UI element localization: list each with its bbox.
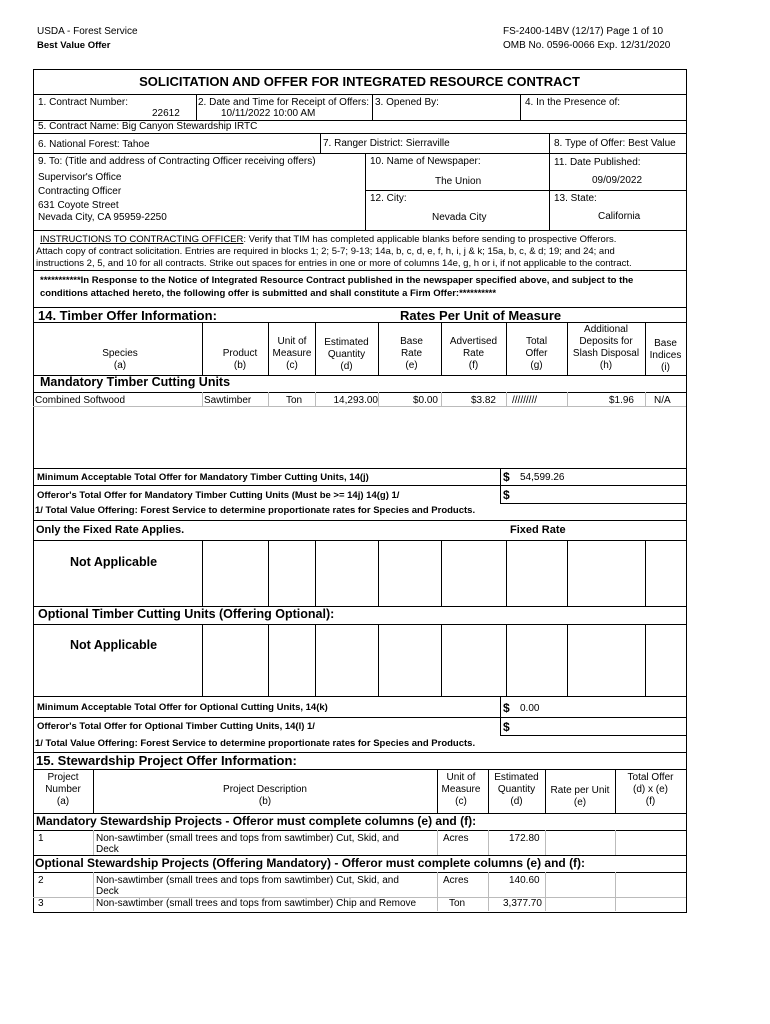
- address-line-4: Nevada City, CA 95959-2250: [38, 212, 167, 223]
- presence-label: 4. In the Presence of:: [525, 97, 621, 108]
- form-id: FS-2400-14BV (12/17) Page 1 of 10: [503, 26, 664, 37]
- timber-row-product: Sawtimber: [204, 395, 252, 406]
- steward-row-1-desc: Non-sawtimber (small trees and tops from sawtimber) Cut, Skid, and: [96, 833, 399, 844]
- col-project-number-code: (a): [56, 796, 70, 807]
- steward-row-1-unit: Acres: [443, 833, 469, 844]
- steward-row-1-desc-2: Deck: [96, 844, 119, 855]
- address-line-3: 631 Coyote Street: [38, 200, 119, 211]
- timber-row-advertised: $3.82: [470, 395, 496, 406]
- steward-row-2-number: 2: [38, 875, 44, 886]
- col-total-offer-steward-code: (f): [645, 796, 656, 807]
- contract-number-label: 1. Contract Number:: [38, 97, 129, 108]
- col-steward-unit-code: (c): [455, 796, 467, 807]
- contract-name[interactable]: 5. Contract Name: Big Canyon Stewardship IRTC: [38, 121, 258, 132]
- col-quantity-1: Estimated: [324, 337, 369, 348]
- col-unit-1: Unit of: [277, 336, 307, 347]
- opt-min-label: Minimum Acceptable Total Offer for Optional Cutting Units, 14(k): [37, 702, 328, 713]
- ranger-district[interactable]: 7. Ranger District: Sierraville: [323, 138, 450, 149]
- optional-steward-title: Optional Stewardship Projects (Offering Mandatory) - Offeror must complete columns (e) and (f):: [35, 856, 586, 870]
- date-published-value[interactable]: 09/09/2022: [592, 175, 643, 186]
- col-rate-per-unit: Rate per Unit: [550, 785, 610, 796]
- col-indices-1: Base: [654, 338, 677, 349]
- col-steward-quantity-1: Estimated: [494, 772, 539, 783]
- col-base-rate-code: (e): [405, 360, 418, 371]
- steward-row-2-unit: Acres: [443, 875, 469, 886]
- offer-type[interactable]: 8. Type of Offer: Best Value: [554, 138, 676, 149]
- instructions-text: : Verify that TIM has completed applicable blanks before sending to prospective Offerors.: [243, 234, 617, 245]
- col-indices-code: (i): [661, 362, 670, 373]
- col-product: Product: [222, 348, 258, 359]
- response-line-2: conditions attached hereto, the following offer is submitted and shall constitute a Firm Offer:**********: [40, 288, 497, 299]
- col-steward-unit-1: Unit of: [446, 772, 476, 783]
- steward-row-3-desc: Non-sawtimber (small trees and tops from sawtimber) Chip and Remove: [96, 898, 417, 909]
- opt-offeror-label: Offeror's Total Offer for Optional Timber Cutting Units, 14(l) 1/: [37, 721, 315, 732]
- rates-title: Rates Per Unit of Measure: [400, 308, 562, 323]
- omb-number: OMB No. 0596-0066 Exp. 12/31/2020: [503, 40, 671, 51]
- fixed-not-applicable: Not Applicable: [70, 555, 158, 569]
- col-additional-3: Slash Disposal: [572, 348, 640, 359]
- to-label: 9. To: (Title and address of Contracting Officer receiving offers): [38, 156, 316, 167]
- col-species-code: (a): [113, 360, 127, 371]
- national-forest[interactable]: 6. National Forest: Tahoe: [38, 139, 150, 150]
- col-product-code: (b): [233, 360, 247, 371]
- col-unit-code: (c): [286, 360, 298, 371]
- agency-name: USDA - Forest Service: [37, 26, 138, 37]
- steward-row-2-desc-2: Deck: [96, 886, 119, 897]
- fixed-rate-label: Only the Fixed Rate Applies.: [36, 524, 185, 536]
- offeror-total-label: Offeror's Total Offer for Mandatory Timber Cutting Units (Must be >= 14j) 14(g) 1/: [37, 490, 400, 501]
- response-line-1: ***********In Response to the Notice of Integrated Resource Contract published in the newspaper specified above, and subject to the: [40, 275, 634, 286]
- receipt-date-value[interactable]: 10/11/2022 10:00 AM: [221, 108, 316, 119]
- instructions-heading: INSTRUCTIONS TO CONTRACTING OFFICER: [40, 234, 244, 245]
- col-steward-unit-2: Measure: [441, 784, 481, 795]
- col-unit-2: Measure: [272, 348, 312, 359]
- col-total-offer-1: Total: [525, 336, 548, 347]
- col-rate-code: (e): [573, 797, 587, 808]
- state-value[interactable]: California: [598, 211, 641, 222]
- opt-offeror-dollar: $: [503, 720, 510, 734]
- col-quantity-2: Quantity: [327, 349, 366, 360]
- col-advertised-2: Rate: [462, 348, 485, 359]
- opt-footnote: 1/ Total Value Offering: Forest Service to determine proportionate rates for Species and Products.: [35, 738, 476, 749]
- steward-row-3-qty: 3,377.70: [503, 898, 542, 909]
- col-total-offer-code: (g): [530, 360, 543, 371]
- newspaper-value[interactable]: The Union: [435, 176, 482, 187]
- steward-row-3-number: 3: [38, 898, 44, 909]
- col-description-code: (b): [258, 796, 272, 807]
- steward-row-2-desc: Non-sawtimber (small trees and tops from sawtimber) Cut, Skid, and: [96, 875, 399, 886]
- steward-row-3-unit: Ton: [449, 898, 466, 909]
- col-base-rate-2: Rate: [400, 348, 423, 359]
- timber-row-total-offer[interactable]: /////////: [512, 395, 538, 406]
- col-total-offer-2: Offer: [525, 348, 548, 359]
- col-indices-2: Indices: [649, 350, 682, 361]
- timber-row-additional: $1.96: [608, 395, 634, 406]
- min-total-label: Minimum Acceptable Total Offer for Mandatory Timber Cutting Units, 14(j): [37, 472, 369, 483]
- col-additional-2: Deposits for: [579, 336, 633, 347]
- offeror-total-dollar: $: [503, 488, 510, 502]
- opt-min-dollar: $: [503, 701, 510, 715]
- col-additional-1: Additional: [584, 324, 628, 335]
- instructions-line-3: instructions 2, 5, and 10 for all contracts. Strike out spaces for entries in one or more of columns 14e, g, h or i, if not applicable to the contract.: [36, 258, 632, 269]
- instructions-line-1: [40, 234, 616, 245]
- col-description: Project Description: [223, 784, 307, 795]
- timber-row-base-rate: $0.00: [412, 395, 438, 406]
- city-value[interactable]: Nevada City: [432, 212, 487, 223]
- col-total-offer-steward-2: (d) x (e): [633, 784, 668, 795]
- col-steward-quantity-2: Quantity: [497, 784, 536, 795]
- address-line-1: Supervisor's Office: [38, 172, 122, 183]
- min-total-value: 54,599.26: [520, 472, 565, 483]
- optional-not-applicable: Not Applicable: [70, 638, 158, 652]
- optional-timber-title: Optional Timber Cutting Units (Offering Optional):: [38, 607, 335, 621]
- col-advertised-code: (f): [468, 360, 479, 371]
- steward-row-1-number: 1: [38, 833, 44, 844]
- steward-row-2-qty: 140.60: [509, 875, 540, 886]
- state-label: 13. State:: [554, 193, 597, 204]
- col-quantity-code: (d): [340, 361, 353, 372]
- stewardship-section-title: 15. Stewardship Project Offer Information:: [36, 753, 297, 768]
- date-published-label: 11. Date Published:: [554, 157, 641, 168]
- col-additional-code: (h): [599, 360, 613, 371]
- mandatory-timber-title: Mandatory Timber Cutting Units: [40, 375, 231, 389]
- timber-footnote: 1/ Total Value Offering: Forest Service to determine proportionate rates for Species and Products.: [35, 505, 476, 516]
- timber-row-quantity: 14,293.00: [333, 395, 378, 406]
- contract-number-value[interactable]: 22612: [152, 108, 180, 119]
- instructions-line-2: Attach copy of contract solicitation. Entries are required in blocks 1; 2; 5-7; 9-13; 14a, b, c, d, e, f, h, i, j & k; 15a, b, c, & d; 19; and 24; and: [36, 246, 615, 257]
- opened-by-label: 3. Opened By:: [375, 97, 439, 108]
- address-line-2: Contracting Officer: [38, 186, 122, 197]
- timber-row-indices: N/A: [654, 395, 671, 406]
- form-title: SOLICITATION AND OFFER FOR INTEGRATED RESOURCE CONTRACT: [139, 74, 580, 89]
- city-label: 12. City:: [370, 193, 407, 204]
- min-total-dollar: $: [503, 470, 510, 484]
- col-steward-quantity-code: (d): [510, 796, 523, 807]
- opt-min-value: 0.00: [520, 703, 540, 714]
- newspaper-label: 10. Name of Newspaper:: [370, 156, 481, 167]
- col-project-number-2: Number: [45, 784, 81, 795]
- col-base-rate-1: Base: [400, 336, 423, 347]
- doc-subtitle: Best Value Offer: [37, 40, 111, 51]
- timber-row-unit: Ton: [286, 395, 303, 406]
- steward-row-1-qty: 172.80: [509, 833, 540, 844]
- col-advertised-1: Advertised: [449, 336, 498, 347]
- receipt-date-label: 2. Date and Time for Receipt of Offers:: [198, 97, 370, 108]
- fixed-rate-header: Fixed Rate: [510, 524, 566, 536]
- col-project-number-1: Project: [47, 772, 79, 783]
- timber-row-species: Combined Softwood: [35, 395, 126, 406]
- mandatory-steward-title: Mandatory Stewardship Projects - Offeror must complete columns (e) and (f):: [36, 814, 477, 828]
- timber-section-title: 14. Timber Offer Information:: [38, 308, 217, 323]
- col-species: Species: [102, 348, 138, 359]
- col-total-offer-steward-1: Total Offer: [627, 772, 674, 783]
